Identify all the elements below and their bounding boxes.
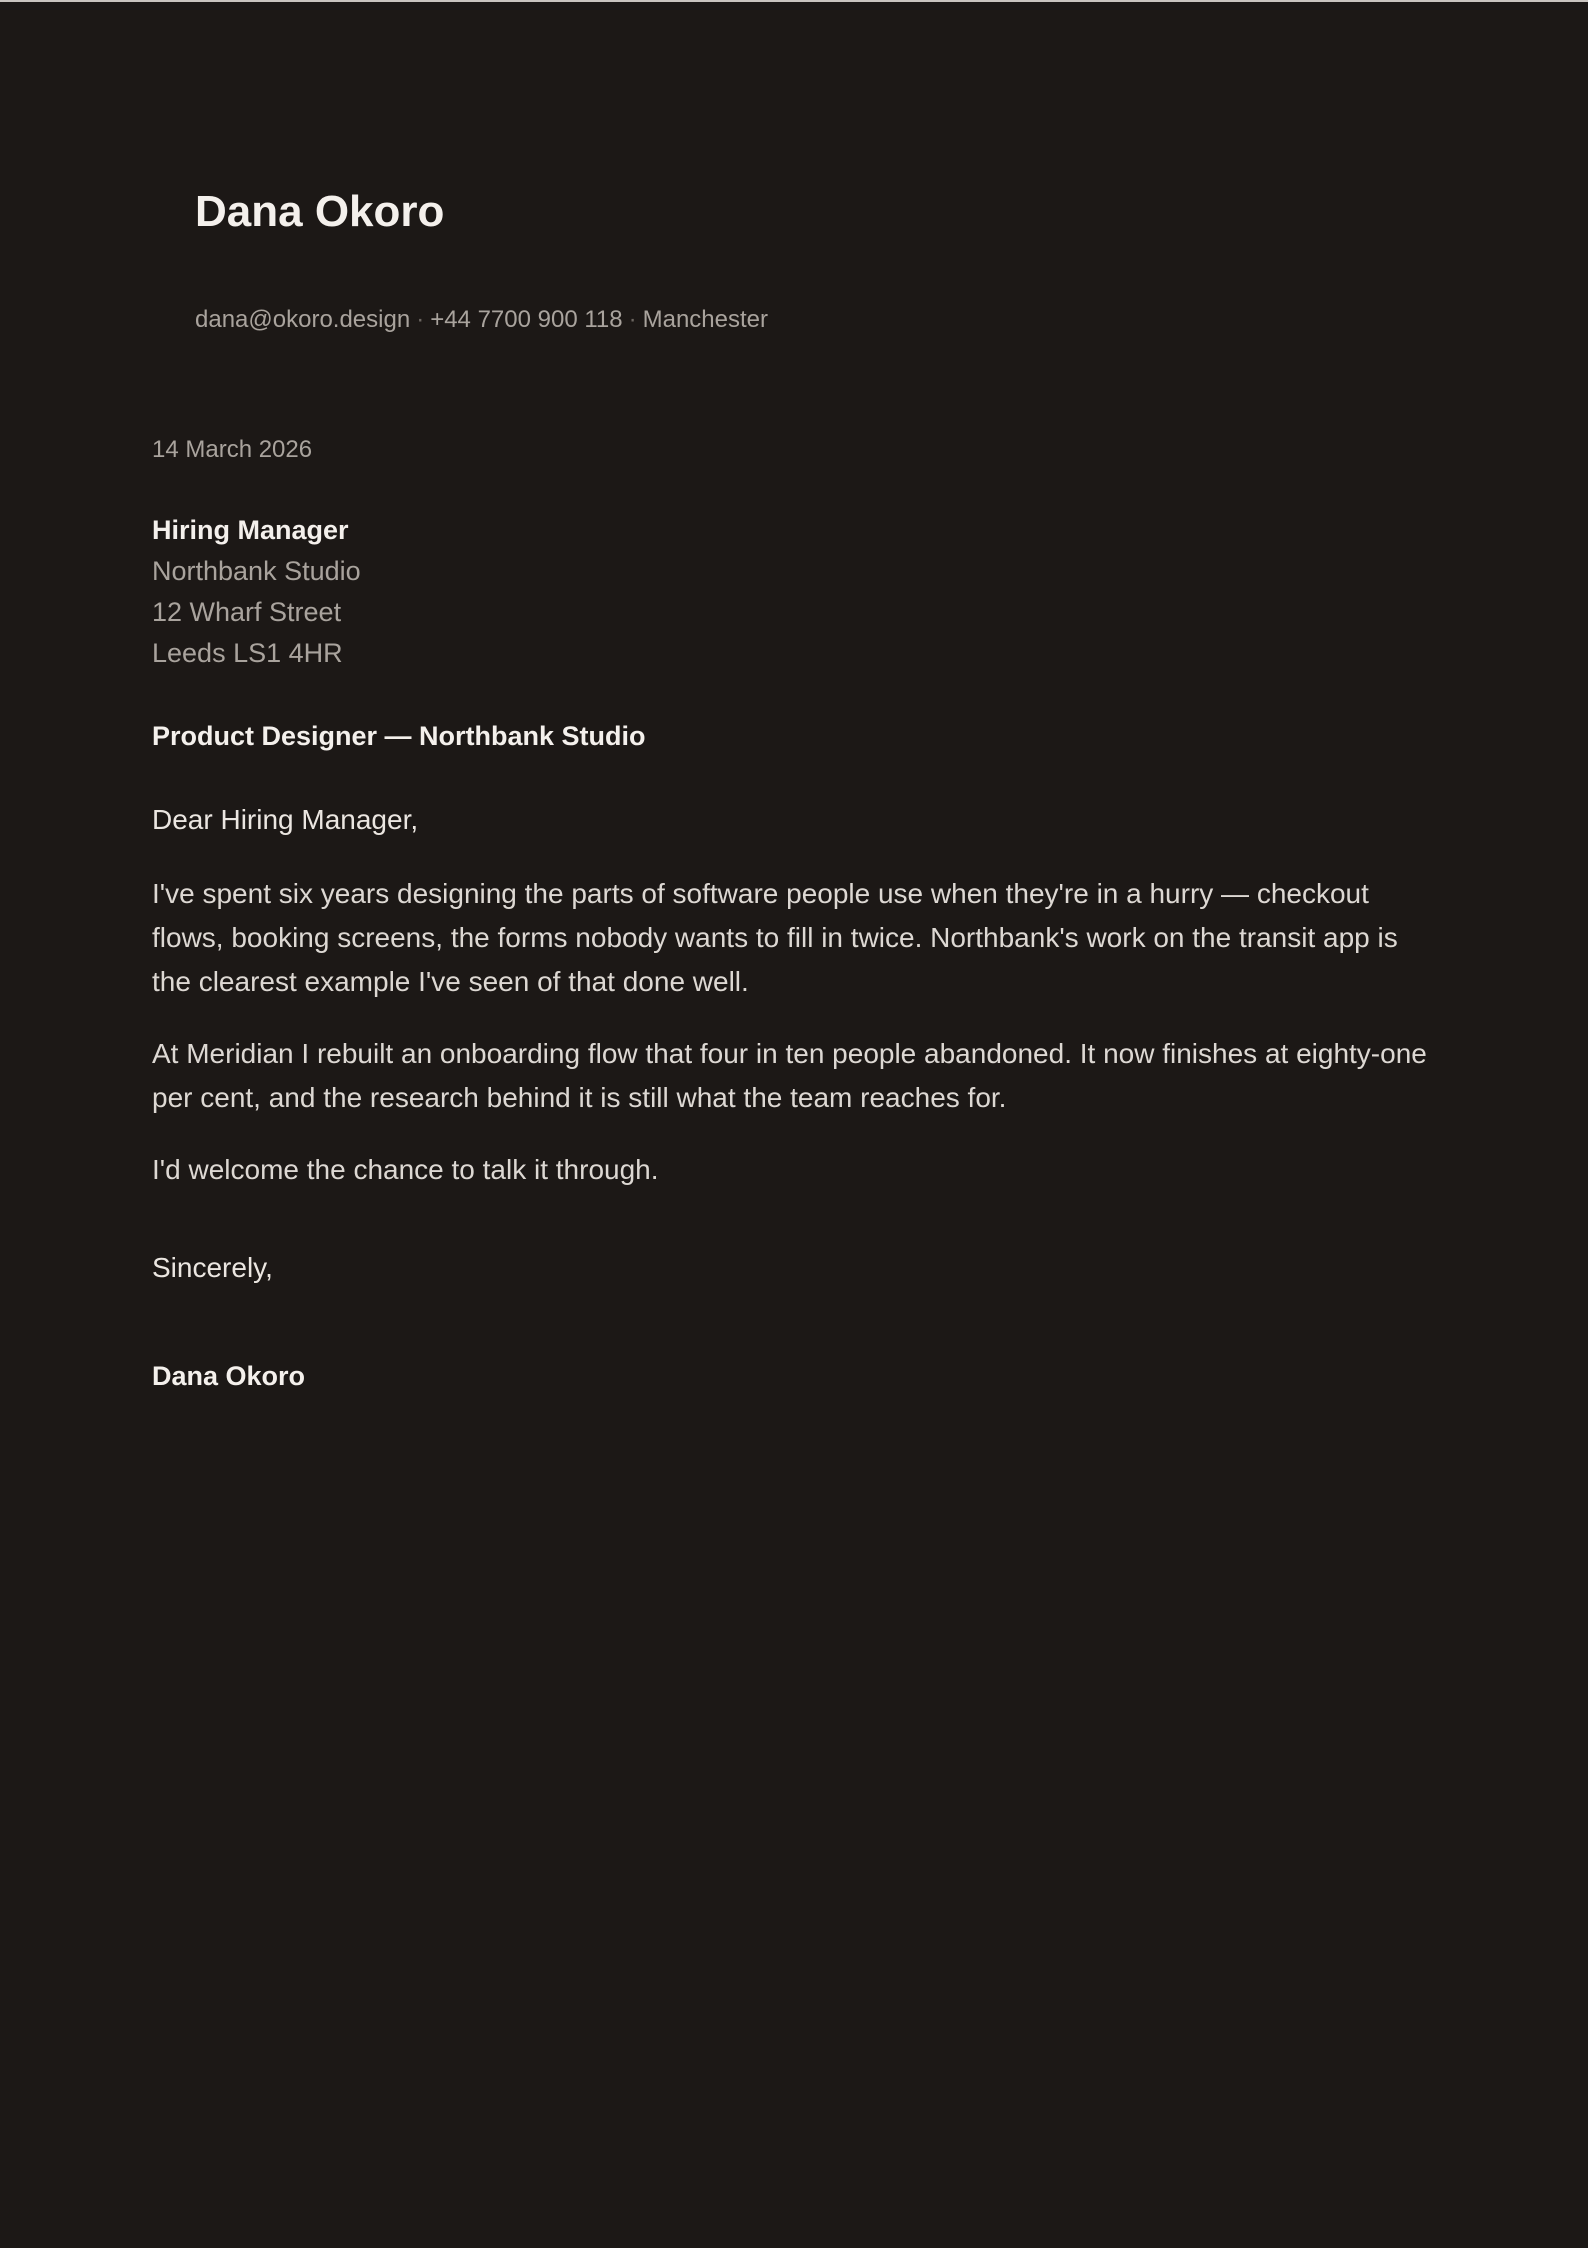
signature-name: Dana Okoro (152, 1361, 306, 1391)
sender-city: Manchester (642, 306, 768, 333)
sender-phone: +44 7700 900 118 (430, 306, 623, 333)
letterhead (195, 180, 768, 336)
recipient-city: Leeds LS1 4HR (152, 638, 343, 668)
body-paragraph: At Meridian I rebuilt an onboarding flow that four in ten people abandoned. It now finishes at eighty-one per cent, and the research behind it is still what the team reaches for. (152, 1038, 1427, 1113)
body-paragraph: I'd welcome the chance to talk it through. (152, 1154, 659, 1185)
salutation: Dear Hiring Manager, (152, 804, 419, 835)
closing: Sincerely, (152, 1252, 273, 1283)
recipient-block (152, 510, 1432, 674)
top-rule (0, 0, 1588, 2)
body-paragraph: I've spent six years designing the parts of software people use when they're in a hurry — checkout flows, booking screens, the forms nobody wants to fill in twice. Northbank's work on the transit app is the clearest example I've seen of that done well. (152, 878, 1398, 997)
recipient-company: Northbank Studio (152, 556, 361, 586)
recipient-street: 12 Wharf Street (152, 597, 342, 627)
letter-date: 14 March 2026 (152, 436, 313, 463)
contact-line (195, 304, 768, 336)
sender-email: dana@okoro.design (195, 306, 411, 333)
letter-subject: Product Designer — Northbank Studio (152, 721, 646, 751)
letter-body (152, 432, 1432, 1396)
sender-name: Dana Okoro (195, 187, 445, 236)
recipient-name: Hiring Manager (152, 515, 349, 545)
contact-separator: · (628, 306, 637, 333)
contact-separator: · (416, 306, 425, 333)
